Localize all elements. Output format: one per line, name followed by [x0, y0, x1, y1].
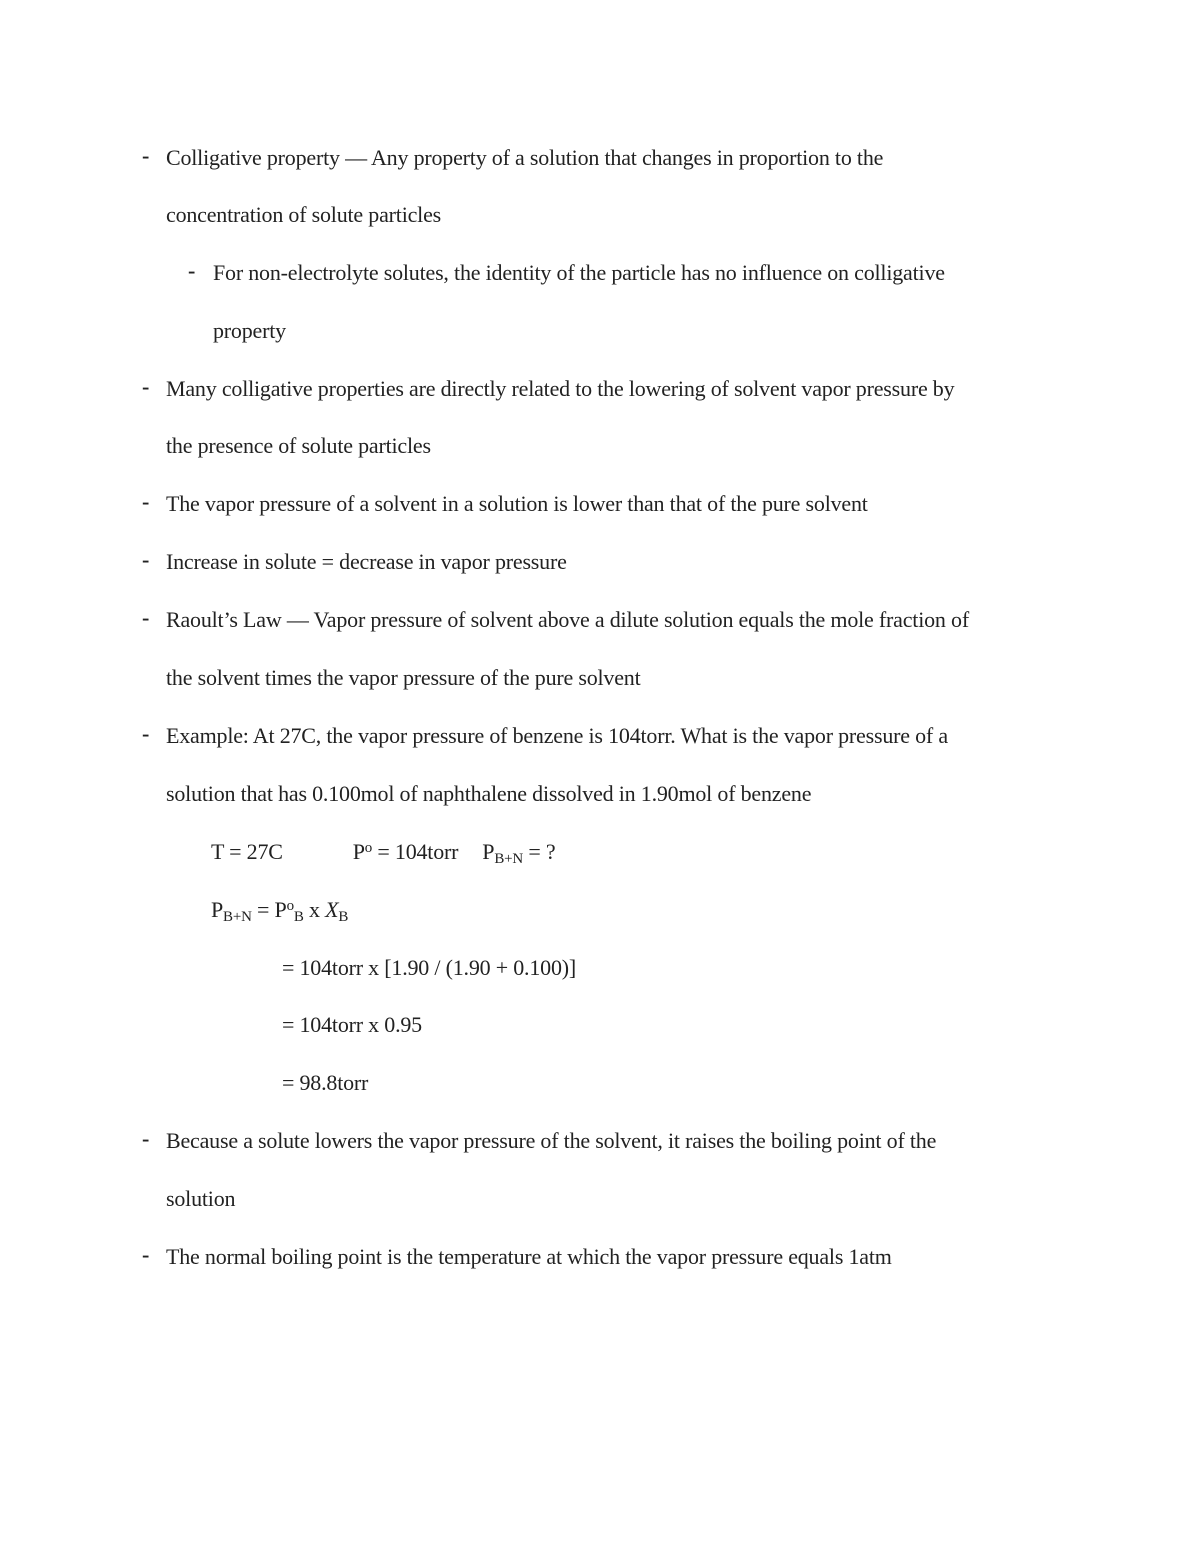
formula-p0-sup: o	[286, 898, 294, 914]
bullet-example-line1: Example: At 27C, the vapor pressure of benzene is 104torr. What is the vapor pressure of a	[166, 723, 948, 748]
bullet-colligative-line2: concentration of solute particles	[166, 202, 442, 227]
formula-x-symbol: X	[325, 897, 339, 922]
calc-step-1: = 104torr x [1.90 / (1.90 + 0.100)]	[282, 955, 576, 980]
bullet-vapor-pressure-lower: The vapor pressure of a solvent in a solution is lower than that of the pure solvent	[166, 491, 868, 516]
bullet-boiling-point-line2: solution	[166, 1186, 236, 1211]
given-temperature: T = 27C	[211, 839, 283, 864]
sub-bullet-marker: -	[188, 258, 196, 283]
bullet-many-colligative-line2: the presence of solute particles	[166, 433, 431, 458]
given-pbn-sub: B+N	[494, 851, 524, 867]
bullet-raoults-law-line1: Raoult’s Law — Vapor pressure of solvent above a dilute solution equals the mole fraction of	[166, 607, 969, 632]
calc-formula	[211, 896, 348, 924]
bullet-example-line2: solution that has 0.100mol of naphthalene dissolved in 1.90mol of benzene	[166, 781, 812, 806]
bullet-increase-solute: Increase in solute = decrease in vapor pressure	[166, 549, 567, 574]
sub-bullet-non-electrolyte-line1: For non-electrolyte solutes, the identity of the particle has no influence on colligative	[213, 260, 945, 285]
formula-lhs-symbol: P	[211, 897, 224, 922]
given-p0-value: = 104torr	[372, 839, 459, 864]
bullet-many-colligative-line1: Many colligative properties are directly related to the lowering of solvent vapor pressure by	[166, 376, 955, 401]
bullet-marker: -	[142, 489, 150, 514]
bullet-raoults-law-line2: the solvent times the vapor pressure of the pure solvent	[166, 665, 641, 690]
given-pbn-symbol: P	[482, 839, 495, 864]
bullet-marker: -	[142, 1126, 150, 1151]
bullet-marker: -	[142, 143, 150, 168]
formula-lhs-sub: B+N	[223, 909, 252, 925]
bullet-normal-boiling-point: The normal boiling point is the temperature at which the vapor pressure equals 1atm	[166, 1244, 892, 1269]
bullet-marker: -	[142, 1242, 150, 1267]
bullet-marker: -	[142, 547, 150, 572]
sub-bullet-non-electrolyte-line2: property	[213, 318, 286, 343]
bullet-marker: -	[142, 721, 150, 746]
calc-step-3: = 98.8torr	[282, 1070, 369, 1095]
given-p0-symbol: P	[352, 839, 365, 864]
formula-times: x	[303, 897, 326, 922]
bullet-marker: -	[142, 374, 150, 399]
given-pbn-value: = ?	[523, 839, 556, 864]
bullet-boiling-point-line1: Because a solute lowers the vapor pressure of the solvent, it raises the boiling point of the	[166, 1128, 937, 1153]
calc-step-2: = 104torr x 0.95	[282, 1012, 422, 1037]
bullet-marker: -	[142, 605, 150, 630]
calc-givens	[211, 838, 555, 866]
formula-x-sub: B	[338, 909, 349, 925]
given-p0-sup: o	[364, 840, 373, 856]
bullet-colligative-line1: Colligative property — Any property of a solution that changes in proportion to the	[166, 145, 884, 170]
formula-p0-sub: B	[293, 909, 304, 925]
formula-eq: = P	[251, 897, 287, 922]
